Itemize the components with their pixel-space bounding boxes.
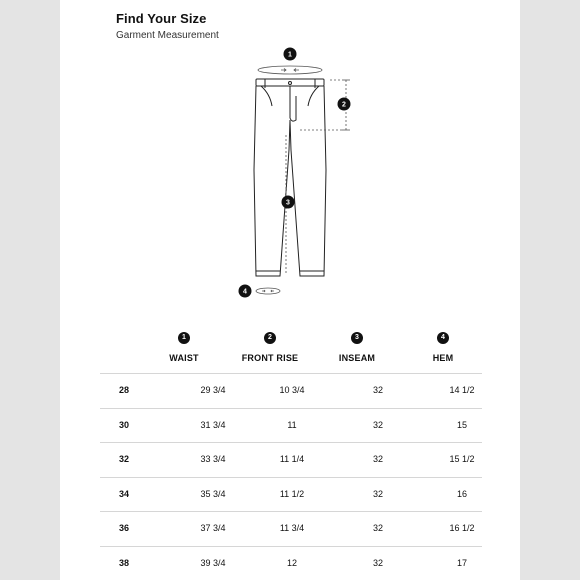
column-marker: 1 — [178, 332, 190, 344]
page-subtitle: Garment Measurement — [116, 30, 219, 41]
column-label: HEM — [432, 353, 454, 363]
table-row — [100, 373, 482, 408]
hem-measure-line — [256, 288, 280, 294]
inseam-cell: 32 — [372, 488, 383, 499]
svg-text:1: 1 — [288, 51, 292, 59]
page-title: Find Your Size — [116, 11, 207, 26]
size-cell: 34 — [118, 488, 129, 499]
waist-cell: 35 3/4 — [200, 488, 226, 499]
svg-text:4: 4 — [243, 288, 247, 296]
svg-text:3: 3 — [286, 199, 290, 207]
table-row — [100, 546, 482, 580]
marker-1 — [284, 48, 297, 61]
front-rise-cell: 11 3/4 — [279, 523, 305, 533]
inseam-cell: 32 — [372, 523, 383, 533]
size-table — [100, 373, 482, 580]
waist-cell: 31 3/4 — [200, 419, 226, 430]
table-row — [100, 408, 482, 443]
inseam-cell: 32 — [372, 557, 383, 568]
column-header-waist — [139, 326, 229, 363]
waist-cell: 39 3/4 — [200, 557, 226, 568]
waist-cell: 29 3/4 — [200, 385, 226, 395]
hem-cell: 15 1/2 — [449, 454, 475, 464]
table-row — [100, 442, 482, 477]
hem-cell: 14 1/2 — [449, 385, 475, 395]
inseam-cell: 32 — [372, 385, 383, 395]
hem-cell: 15 — [456, 419, 467, 430]
pants-outline — [254, 79, 326, 276]
size-cell: 38 — [118, 557, 129, 568]
column-marker: 4 — [437, 332, 449, 344]
front-rise-cell: 12 — [286, 557, 297, 568]
size-cell: 28 — [118, 385, 129, 395]
hem-cell: 16 1/2 — [449, 523, 475, 533]
pants-measurement-diagram — [60, 0, 520, 310]
column-marker: 3 — [351, 332, 363, 344]
column-label: FRONT RISE — [241, 353, 299, 363]
inseam-cell: 32 — [372, 419, 383, 430]
svg-text:2: 2 — [342, 101, 346, 109]
size-guide-card — [60, 0, 520, 580]
marker-2 — [338, 98, 351, 111]
hem-cell: 16 — [456, 488, 467, 499]
front-rise-cell: 11 — [287, 419, 297, 430]
marker-3 — [282, 196, 295, 209]
size-cell: 36 — [118, 523, 129, 533]
column-header-inseam — [312, 326, 402, 363]
size-cell: 32 — [118, 454, 129, 464]
column-header-front-rise — [225, 326, 315, 363]
waist-measure-line — [258, 66, 322, 74]
front-rise-cell: 11 1/4 — [279, 454, 305, 464]
size-cell: 30 — [118, 419, 129, 430]
column-label: INSEAM — [338, 353, 376, 363]
inseam-cell: 32 — [372, 454, 383, 464]
marker-4 — [239, 285, 252, 298]
waist-cell: 37 3/4 — [200, 523, 226, 533]
hem-cell: 17 — [456, 557, 467, 568]
table-row — [100, 511, 482, 546]
column-label: WAIST — [169, 353, 199, 363]
front-rise-cell: 10 3/4 — [279, 385, 305, 395]
front-rise-cell: 11 1/2 — [279, 488, 305, 499]
column-marker: 2 — [264, 332, 276, 344]
waist-cell: 33 3/4 — [200, 454, 226, 464]
table-row — [100, 477, 482, 512]
column-header-hem — [398, 326, 488, 363]
